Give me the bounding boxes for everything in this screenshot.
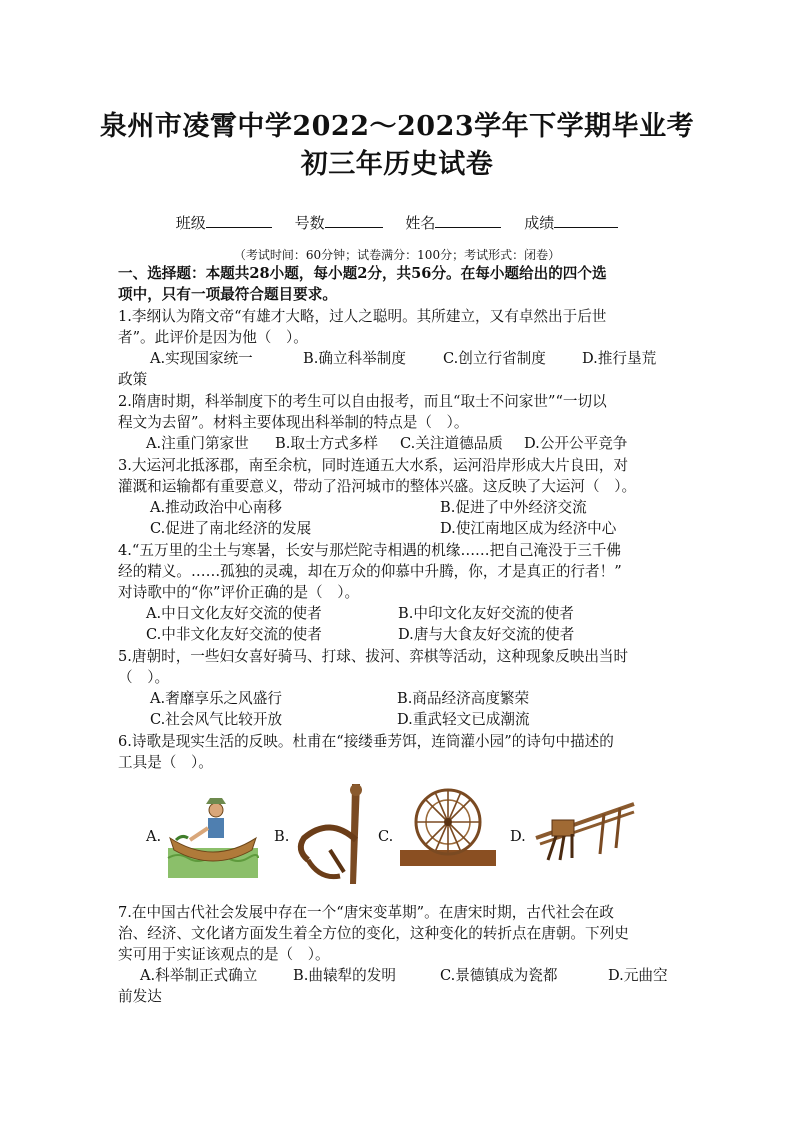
q1-option-a[interactable]: A.实现国家统一 bbox=[150, 350, 253, 367]
number-label: 号数 bbox=[294, 214, 325, 232]
q1-stem-line1: 1.李纲认为隋文帝“有雄才大略，过人之聪明。其所建立，又有卓然出于后世 bbox=[118, 308, 607, 325]
number-blank[interactable] bbox=[325, 213, 383, 228]
q7-option-d[interactable]: D.元曲空 bbox=[608, 967, 668, 984]
q3-option-b[interactable]: B.促进了中外经济交流 bbox=[440, 499, 587, 516]
seed-drill-image[interactable] bbox=[530, 794, 640, 866]
farmer-boat-image[interactable] bbox=[164, 788, 262, 880]
q6-image-a-label[interactable]: A. bbox=[146, 828, 162, 845]
q3-option-d[interactable]: D.使江南地区成为经济中心 bbox=[440, 520, 617, 537]
q4-option-a[interactable]: A.中日文化友好交流的使者 bbox=[146, 605, 322, 622]
q1-option-d[interactable]: D.推行垦荒 bbox=[582, 350, 657, 367]
q5-stem-line1: 5.唐朝时，一些妇女喜好骑马、打球、拔河、弈棋等活动，这种现象反映出当时 bbox=[118, 648, 629, 665]
student-info-row bbox=[0, 212, 794, 233]
q6-image-b-label[interactable]: B. bbox=[274, 828, 290, 845]
water-wheel-image[interactable] bbox=[396, 780, 500, 870]
q5-option-d[interactable]: D.重武轻文已成潮流 bbox=[397, 711, 530, 728]
score-blank[interactable] bbox=[554, 213, 618, 228]
q5-option-b[interactable]: B.商品经济高度繁荣 bbox=[397, 690, 530, 707]
q6-stem-line2: 工具是（ ）。 bbox=[118, 754, 213, 771]
q7-option-c[interactable]: C.景德镇成为瓷都 bbox=[440, 967, 558, 984]
q2-stem-line2: 程文为去留”。材料主要体现出科举制的特点是（ ）。 bbox=[118, 414, 469, 431]
name-blank[interactable] bbox=[435, 213, 501, 228]
q3-stem-line1: 3.大运河北抵涿郡，南至余杭，同时连通五大水系，运河沿岸形成大片良田，对 bbox=[118, 457, 629, 474]
q2-stem-line1: 2.隋唐时期，科举制度下的考生可以自由报考，而且“取士不问家世”“一切以 bbox=[118, 393, 607, 410]
q3-option-a[interactable]: A.推动政治中心南移 bbox=[150, 499, 282, 516]
q4-option-c[interactable]: C.中非文化友好交流的使者 bbox=[146, 626, 322, 643]
q1-option-c[interactable]: C.创立行省制度 bbox=[443, 350, 546, 367]
q5-option-c[interactable]: C.社会风气比较开放 bbox=[150, 711, 283, 728]
q5-stem-line2: （ ）。 bbox=[118, 669, 170, 686]
q7-stem-line1: 7.在中国古代社会发展中存在一个“唐宋变革期”。在唐宋时期，古代社会在政 bbox=[118, 904, 614, 921]
q1-option-d-cont: 政策 bbox=[118, 371, 148, 388]
q4-option-b[interactable]: B.中印文化友好交流的使者 bbox=[398, 605, 574, 622]
q6-stem-line1: 6.诗歌是现实生活的反映。杜甫在“接缕垂芳饵，连筒灌小园”的诗句中描述的 bbox=[118, 733, 614, 750]
q1-stem-line2: 者”。此评价是因为他（ ）。 bbox=[118, 329, 308, 346]
q7-option-a[interactable]: A.科举制正式确立 bbox=[140, 967, 258, 984]
q7-option-d-cont: 前发达 bbox=[118, 988, 162, 1005]
q2-option-c[interactable]: C.关注道德品质 bbox=[400, 435, 503, 452]
score-label: 成绩 bbox=[524, 214, 555, 232]
q2-option-b[interactable]: B.取士方式多样 bbox=[275, 435, 378, 452]
exam-title-line1: 泉州市凌霄中学2022～2023学年下学期毕业考 bbox=[99, 111, 695, 142]
q3-option-c[interactable]: C.促进了南北经济的发展 bbox=[150, 520, 312, 537]
exam-title-line2: 初三年历史试卷 bbox=[300, 149, 494, 180]
class-blank[interactable] bbox=[206, 213, 272, 228]
q6-image-c-label[interactable]: C. bbox=[378, 828, 394, 845]
name-label: 姓名 bbox=[405, 214, 436, 232]
q4-option-d[interactable]: D.唐与大食友好交流的使者 bbox=[398, 626, 575, 643]
q4-stem-line2: 经的精义。……孤独的灵魂，却在万众的仰慕中升腾，你，才是真正的行者！” bbox=[118, 563, 622, 580]
q4-stem-line3: 对诗歌中的“你”评价正确的是（ ）。 bbox=[118, 584, 360, 601]
q4-stem-line1: 4.“五万里的尘土与寒暑，长安与那烂陀寺相遇的机缘……把自己淹没于三千佛 bbox=[118, 542, 621, 559]
class-label: 班级 bbox=[175, 214, 206, 232]
section-heading-line1: 一、选择题：本题共28小题，每小题2分，共56分。在每小题给出的四个选 bbox=[118, 265, 607, 282]
q3-stem-line2: 灌溉和运输都有重要意义，带动了沿河城市的整体兴盛。这反映了大运河（ ）。 bbox=[118, 478, 637, 495]
q1-option-b[interactable]: B.确立科举制度 bbox=[303, 350, 406, 367]
q7-stem-line3: 实可用于实证该观点的是（ ）。 bbox=[118, 946, 330, 963]
q7-stem-line2: 治、经济、文化诸方面发生着全方位的变化，这种变化的转折点在唐朝。下列史 bbox=[118, 925, 629, 942]
section-heading-line2: 项中，只有一项最符合题目要求。 bbox=[118, 286, 337, 303]
curved-plow-image[interactable] bbox=[290, 780, 380, 886]
q7-option-b[interactable]: B.曲辕犁的发明 bbox=[293, 967, 396, 984]
q2-option-d[interactable]: D.公开公平竞争 bbox=[524, 435, 628, 452]
q5-option-a[interactable]: A.奢靡享乐之风盛行 bbox=[150, 690, 282, 707]
q2-option-a[interactable]: A.注重门第家世 bbox=[146, 435, 249, 452]
q6-image-d-label[interactable]: D. bbox=[510, 828, 526, 845]
exam-note: （考试时间：60分钟；试卷满分：100分；考试形式：闭卷） bbox=[233, 248, 561, 262]
